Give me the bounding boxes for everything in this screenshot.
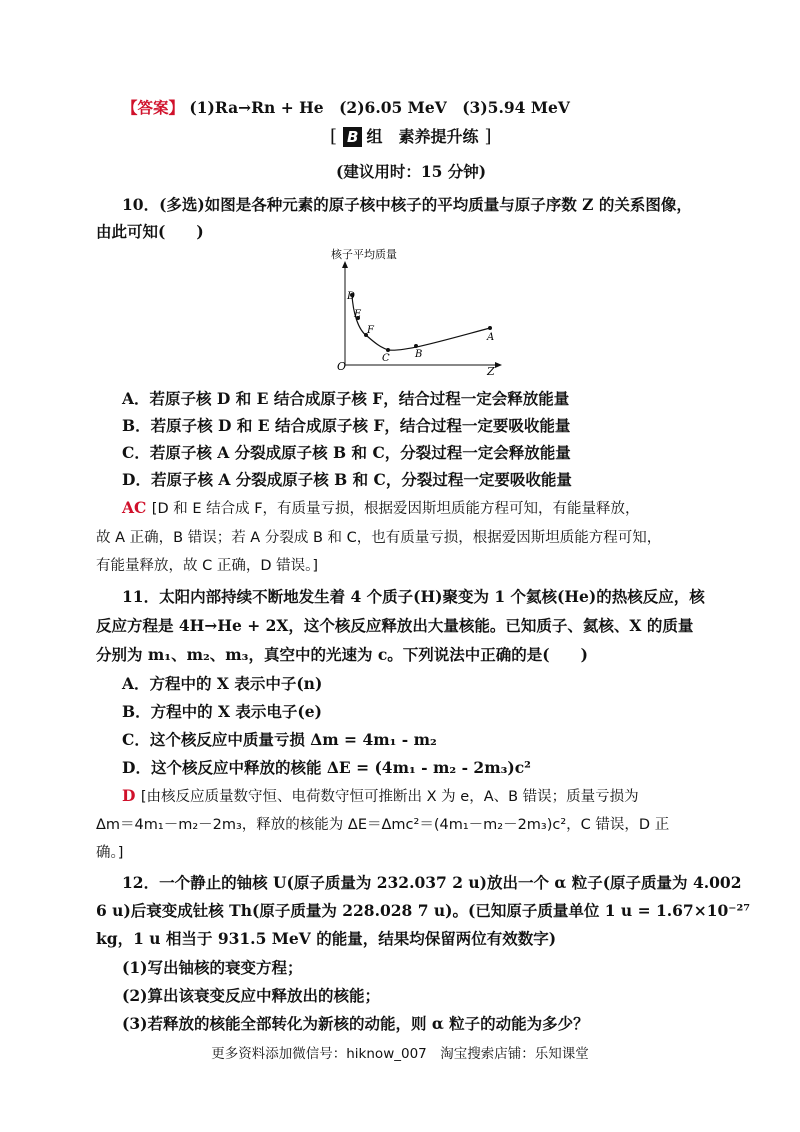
q11-answer: D — [122, 786, 136, 805]
section-title: 组 素养提升练 — [366, 127, 479, 146]
q10-explain-line3: 有能量释放，故 C 正确，D 错误。] — [96, 558, 319, 574]
q10-option-c: C．若原子核 A 分裂成原子核 B 和 C，分裂过程一定会释放能量 — [122, 443, 571, 462]
q10-figure — [325, 240, 510, 375]
q12-part-1: (1)写出铀核的衰变方程； — [122, 958, 303, 977]
q10-stem-line2: 由此可知( ) — [96, 222, 204, 241]
q12-stem-line2: 6 u)后衰变成钍核 Th(原子质量为 228.028 7 u)。(已知原子质量单位 1 u = 1.67×10⁻²⁷ — [96, 901, 751, 920]
x-axis-arrow — [495, 362, 502, 368]
label-C: C — [382, 353, 390, 364]
label-F: F — [367, 325, 374, 336]
q10-stem-line1: 10．(多选)如图是各种元素的原子核中核子的平均质量与原子序数 Z 的关系图像， — [122, 195, 692, 214]
x-axis-label: Z — [487, 365, 495, 375]
q12-part-3: (3)若释放的核能全部转化为新核的动能，则 α 粒子的动能为多少？ — [122, 1014, 589, 1033]
label-E: E — [354, 309, 362, 320]
q11-option-b: B．方程中的 X 表示电子(e) — [122, 702, 322, 721]
section-header — [330, 124, 492, 147]
q11-explain-line3: 确。] — [96, 845, 124, 861]
q10-option-b: B．若原子核 D 和 E 结合成原子核 F，结合过程一定要吸收能量 — [122, 416, 571, 435]
point-B — [414, 344, 418, 348]
q10-answer: AC — [122, 498, 147, 517]
answer-text: (1)Ra→Rn + He (2)6.05 MeV (3)5.94 MeV — [189, 98, 570, 117]
q11-stem-line3: 分别为 m₁、m₂、m₃，真空中的光速为 c。下列说法中正确的是( ) — [96, 645, 588, 664]
point-A — [488, 326, 492, 330]
q12-stem-line1: 12．一个静止的铀核 U(原子质量为 232.037 2 u)放出一个 α 粒子(原子质量为 4.002 — [122, 873, 742, 892]
group-letter-badge: B — [343, 127, 362, 147]
point-C — [386, 348, 390, 352]
q11-option-a: A．方程中的 X 表示中子(n) — [122, 674, 323, 693]
q10-explain-line1: [D 和 E 结合成 F，有质量亏损，根据爱因斯坦质能方程可知，有能量释放， — [151, 501, 640, 517]
section-left-bracket: [ — [330, 126, 338, 147]
y-axis-arrow — [342, 261, 348, 268]
q11-answer-line1 — [122, 785, 639, 806]
q10-option-d: D．若原子核 A 分裂成原子核 B 和 C，分裂过程一定要吸收能量 — [122, 470, 572, 489]
q10-explain-line2: 故 A 正确，B 错误；若 A 分裂成 B 和 C，也有质量亏损，根据爱因斯坦质能方程可知， — [96, 530, 662, 546]
label-D: D — [347, 291, 356, 302]
q11-explain-line1: [由核反应质量数守恒、电荷数守恒可推断出 X 为 e，A、B 错误；质量亏损为 — [140, 789, 639, 805]
q11-stem-line2: 反应方程是 4H→He + 2X，这个核反应释放出大量核能。已知质子、氦核、X 的质量 — [96, 616, 694, 635]
footer-note: 更多资料添加微信号：hiknow_007 淘宝搜索店铺：乐知课堂 — [211, 1046, 589, 1062]
q11-option-c: C．这个核反应中质量亏损 Δm = 4m₁ - m₂ — [122, 730, 437, 749]
q10-option-a: A．若原子核 D 和 E 结合成原子核 F，结合过程一定会释放能量 — [122, 389, 570, 408]
time-hint: (建议用时：15 分钟) — [336, 162, 487, 181]
answer-tag: 【答案】 — [122, 98, 185, 117]
origin-label: O — [337, 360, 347, 373]
average-mass-curve — [352, 295, 490, 350]
label-A: A — [487, 332, 495, 343]
label-B: B — [415, 349, 423, 360]
q12-part-2: (2)算出该衰变反应中释放出的核能； — [122, 986, 380, 1005]
q11-explain-line2: Δm＝4m₁－m₂－2m₃，释放的核能为 ΔE＝Δmc²＝(4m₁－m₂－2m₃)c²，C 错误，D 正 — [96, 817, 670, 833]
section-right-bracket: ] — [484, 126, 492, 147]
q12-stem-line3: kg，1 u 相当于 931.5 MeV 的能量，结果均保留两位有效数字) — [96, 929, 557, 948]
q11-stem-line1: 11．太阳内部持续不断地发生着 4 个质子(H)聚变为 1 个氦核(He)的热核反应，核 — [122, 587, 705, 606]
q11-option-d: D．这个核反应中释放的核能 ΔE = (4m₁ - m₂ - 2m₃)c² — [122, 758, 531, 777]
previous-answer-line — [122, 96, 570, 118]
q10-answer-line1 — [122, 497, 640, 518]
figure-y-label: 核子平均质量 — [331, 248, 397, 261]
